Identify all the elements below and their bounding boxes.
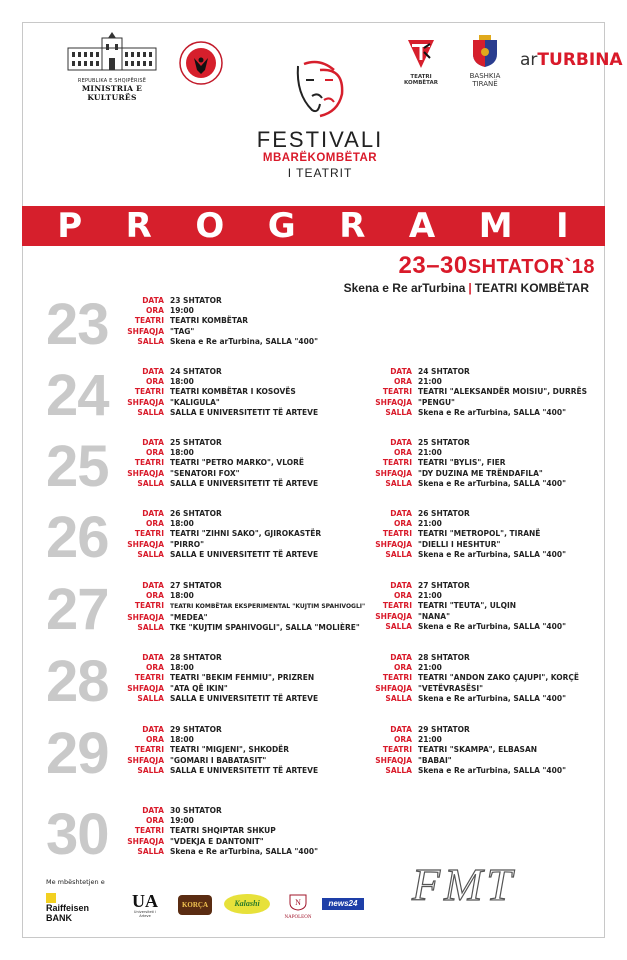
banner-letter: G (267, 206, 297, 246)
event-value-ora: 18:00 (170, 663, 194, 673)
event-value-teatri: TEATRI "METROPOL", TIRANË (418, 529, 541, 539)
event-row-data (120, 806, 318, 816)
fmt-signature: FMT (412, 859, 516, 910)
event-value-data: 25 SHTATOR (418, 438, 470, 447)
venue-left: Skena e Re arTurbina (343, 281, 466, 295)
day-number: 27 (46, 577, 109, 642)
event-value-ora: 18:00 (170, 735, 194, 745)
event-row-data (368, 438, 566, 448)
event-value-shfaqja: "KALIGULA" (170, 397, 220, 407)
event-label-ora: ORA (146, 591, 164, 601)
event-value-shfaqja: "SENATORI FOX" (170, 468, 240, 478)
arturbina-main: TURBINA (537, 50, 623, 70)
event-label-salla: SALLA (385, 549, 412, 559)
arturbina-prefix: ar (520, 50, 538, 70)
event-label-ora: ORA (394, 735, 412, 745)
event-row-teatri (120, 601, 365, 612)
banner-letter: O (195, 206, 226, 246)
arturbina-logo (520, 50, 623, 70)
event-label-teatri: TEATRI (134, 601, 164, 611)
event-value-data: 29 SHTATOR (418, 725, 470, 734)
event-value-ora: 21:00 (418, 377, 442, 387)
event-row-ora (368, 448, 566, 458)
event-row-ora (368, 519, 566, 529)
event-row-teatri (120, 673, 318, 683)
event-label-salla: SALLA (137, 846, 164, 856)
event-right (368, 725, 566, 776)
event-row-shfaqja (368, 684, 579, 694)
seal-eagle-icon (178, 40, 224, 86)
ministry-line2: MINISTRIA E KULTURËS (81, 84, 143, 102)
event-value-teatri: TEATRI "PETRO MARKO", VLORË (170, 458, 305, 468)
event-row-salla (368, 550, 566, 560)
event-row-shfaqja (120, 469, 318, 479)
tk-label: TEATRI KOMBËTAR (404, 74, 438, 86)
teatri-kombetar-logo (398, 38, 444, 86)
event-value-teatri: TEATRI "SKAMPA", ELBASAN (418, 745, 538, 755)
event-label-data: DATA (142, 367, 164, 376)
bashkia-tirane-logo (465, 34, 505, 88)
event-label-data: DATA (390, 509, 412, 518)
event-value-teatri: TEATRI "TEUTA", ULQIN (418, 601, 517, 611)
event-left (120, 806, 318, 857)
event-value-salla: SALLA E UNIVERSITETIT TË ARTEVE (170, 407, 319, 417)
dates-month: SHTATOR (467, 256, 565, 278)
event-label-salla: SALLA (137, 407, 164, 417)
event-label-ora: ORA (394, 591, 412, 601)
event-row-data (368, 509, 566, 519)
event-row-teatri (120, 316, 318, 326)
event-label-ora: ORA (146, 377, 164, 387)
event-right (368, 581, 566, 632)
event-value-data: 30 SHTATOR (170, 806, 222, 815)
event-label-ora: ORA (394, 663, 412, 673)
event-label-teatri: TEATRI (134, 458, 164, 468)
event-row-teatri (368, 601, 566, 611)
programi-banner (22, 206, 605, 246)
event-label-shfaqja: SHFAQJA (127, 755, 164, 765)
anniversary-seal (178, 40, 224, 86)
event-label-teatri: TEATRI (382, 745, 412, 755)
event-row-data (120, 438, 318, 448)
raiffeisen-icon (46, 893, 56, 903)
event-label-shfaqja: SHFAQJA (375, 611, 412, 621)
event-label-data: DATA (390, 653, 412, 662)
event-row-shfaqja (120, 837, 318, 847)
event-value-ora: 19:00 (170, 306, 194, 316)
event-row-shfaqja (120, 756, 318, 766)
event-value-teatri: TEATRI "ANDON ZAKO ÇAJUPI", KORÇË (418, 673, 580, 683)
event-row-ora (368, 663, 579, 673)
event-label-shfaqja: SHFAQJA (127, 397, 164, 407)
event-value-data: 26 SHTATOR (418, 509, 470, 518)
event-row-data (368, 653, 579, 663)
event-row-salla (120, 408, 318, 418)
festival-line1: FESTIVALI (256, 127, 384, 152)
event-left (120, 725, 318, 776)
event-value-shfaqja: "VETËVRASËSI" (418, 683, 484, 693)
event-label-salla: SALLA (137, 478, 164, 488)
napoleon-label: NAPOLEON (284, 915, 312, 920)
event-value-ora: 21:00 (418, 591, 442, 601)
event-value-shfaqja: "PIRRO" (170, 539, 205, 549)
banner-letter: A (408, 206, 437, 246)
news24-logo: news24 (322, 898, 364, 910)
event-label-teatri: TEATRI (134, 673, 164, 683)
event-label-shfaqja: SHFAQJA (127, 468, 164, 478)
event-value-salla: Skena e Re arTurbina, SALLA "400" (418, 549, 566, 559)
event-value-shfaqja: "ATA QË IKIN" (170, 683, 228, 693)
event-value-salla: SALLA E UNIVERSITETIT TË ARTEVE (170, 478, 319, 488)
event-value-shfaqja: "BABAI" (418, 755, 452, 765)
day-number: 24 (46, 363, 109, 428)
event-label-ora: ORA (146, 519, 164, 529)
event-label-teatri: TEATRI (134, 387, 164, 397)
event-label-data: DATA (390, 725, 412, 734)
event-left (120, 438, 318, 489)
event-value-data: 29 SHTATOR (170, 725, 222, 734)
event-value-teatri: TEATRI "ZIHNI SAKO", GJIROKASTËR (170, 529, 322, 539)
event-value-ora: 21:00 (418, 735, 442, 745)
event-label-salla: SALLA (137, 336, 164, 346)
event-value-data: 26 SHTATOR (170, 509, 222, 518)
napoleon-crest-icon (288, 893, 308, 911)
event-label-salla: SALLA (385, 693, 412, 703)
event-value-teatri: TEATRI KOMBËTAR EKSPERIMENTAL "KUJTIM SPAHIVOGLI" (170, 603, 366, 611)
event-value-shfaqja: "VDEKJA E DANTONIT" (170, 836, 264, 846)
event-value-data: 28 SHTATOR (170, 653, 222, 662)
kalashi-logo: Kalashi (224, 894, 270, 914)
event-value-ora: 18:00 (170, 519, 194, 529)
event-row-ora (120, 448, 318, 458)
event-label-shfaqja: SHFAQJA (375, 683, 412, 693)
event-row-salla (120, 694, 318, 704)
event-row-salla (120, 550, 321, 560)
event-value-salla: Skena e Re arTurbina, SALLA "400" (170, 846, 318, 856)
event-value-shfaqja: "MEDEA" (170, 612, 208, 622)
event-value-data: 25 SHTATOR (170, 438, 222, 447)
day-number: 28 (46, 649, 109, 714)
event-value-shfaqja: "TAG" (170, 326, 195, 336)
event-left (120, 296, 318, 347)
event-row-teatri (120, 458, 318, 468)
event-row-ora (368, 591, 566, 601)
event-row-shfaqja (368, 398, 587, 408)
bashkia-line2: TIRANË (472, 80, 498, 88)
festival-logo (250, 60, 390, 181)
event-label-data: DATA (142, 509, 164, 518)
event-label-salla: SALLA (137, 622, 164, 632)
event-label-shfaqja: SHFAQJA (375, 539, 412, 549)
event-row-teatri (120, 387, 318, 397)
event-row-shfaqja (368, 540, 566, 550)
event-label-teatri: TEATRI (382, 529, 412, 539)
event-label-ora: ORA (146, 663, 164, 673)
sponsors-label: Me mbështetjen e (46, 878, 105, 886)
festival-line3: I TEATRIT (287, 166, 353, 180)
day-number: 29 (46, 721, 109, 786)
dates-range: 23–30 (398, 252, 468, 279)
event-row-ora (120, 306, 318, 316)
banner-letter: R (125, 206, 153, 246)
event-label-teatri: TEATRI (134, 826, 164, 836)
event-row-ora (120, 591, 365, 601)
event-value-ora: 21:00 (418, 663, 442, 673)
ua-logo (130, 892, 160, 918)
festival-line2: MBARËKOMBËTAR (262, 152, 378, 164)
event-value-ora: 21:00 (418, 519, 442, 529)
event-value-teatri: TEATRI KOMBËTAR (170, 316, 249, 326)
event-row-teatri (120, 745, 318, 755)
event-label-teatri: TEATRI (134, 745, 164, 755)
event-row-ora (120, 735, 318, 745)
event-row-data (120, 367, 318, 377)
event-label-data: DATA (390, 367, 412, 376)
event-value-salla: Skena e Re arTurbina, SALLA "400" (418, 478, 566, 488)
event-label-data: DATA (142, 581, 164, 590)
banner-letter: P (57, 206, 84, 246)
event-row-teatri (368, 387, 587, 397)
event-label-shfaqja: SHFAQJA (127, 612, 164, 622)
theatre-mask-icon (290, 60, 350, 122)
event-row-teatri (120, 826, 318, 836)
day-number: 26 (46, 505, 109, 570)
event-label-ora: ORA (394, 519, 412, 529)
korcha-logo: KORÇA (178, 895, 212, 915)
event-value-ora: 18:00 (170, 591, 194, 601)
event-value-teatri: TEATRI "BYLIS", FIER (418, 458, 506, 468)
event-label-salla: SALLA (137, 765, 164, 775)
event-right (368, 438, 566, 489)
event-row-shfaqja (120, 327, 318, 337)
event-value-teatri: TEATRI "BEKIM FEHMIU", PRIZREN (170, 673, 315, 683)
event-label-teatri: TEATRI (134, 316, 164, 326)
day-number: 23 (46, 292, 109, 357)
event-row-shfaqja (120, 613, 365, 623)
event-label-teatri: TEATRI (382, 673, 412, 683)
event-right (368, 653, 579, 704)
event-left (120, 581, 365, 633)
event-label-data: DATA (142, 296, 164, 305)
event-row-shfaqja (120, 398, 318, 408)
event-value-salla: Skena e Re arTurbina, SALLA "400" (418, 693, 566, 703)
event-value-shfaqja: "DIELLI I HESHTUR" (418, 539, 501, 549)
event-label-teatri: TEATRI (134, 529, 164, 539)
event-label-shfaqja: SHFAQJA (127, 836, 164, 846)
event-row-salla (368, 766, 566, 776)
event-row-shfaqja (120, 684, 318, 694)
festival-dates (399, 252, 596, 280)
day-number: 25 (46, 434, 109, 499)
event-label-ora: ORA (146, 448, 164, 458)
event-row-shfaqja (368, 469, 566, 479)
event-value-ora: 18:00 (170, 448, 194, 458)
event-row-salla (368, 694, 579, 704)
event-row-teatri (368, 745, 566, 755)
event-right (368, 367, 587, 418)
event-value-salla: Skena e Re arTurbina, SALLA "400" (418, 407, 566, 417)
event-row-data (120, 725, 318, 735)
banner-letter: M (478, 206, 514, 246)
event-row-ora (120, 377, 318, 387)
festival-venue (344, 281, 589, 295)
event-label-shfaqja: SHFAQJA (127, 326, 164, 336)
event-value-ora: 21:00 (418, 448, 442, 458)
event-value-teatri: TEATRI "MIGJENI", SHKODËR (170, 745, 290, 755)
event-label-salla: SALLA (385, 765, 412, 775)
event-row-salla (120, 766, 318, 776)
event-value-salla: Skena e Re arTurbina, SALLA "400" (418, 621, 566, 631)
event-value-teatri: TEATRI SHQIPTAR SHKUP (170, 826, 276, 836)
event-label-teatri: TEATRI (382, 387, 412, 397)
event-label-data: DATA (390, 438, 412, 447)
event-label-ora: ORA (146, 306, 164, 316)
city-crest-icon (470, 34, 500, 68)
event-row-data (120, 653, 318, 663)
ministry-building-icon (66, 30, 158, 72)
event-label-shfaqja: SHFAQJA (375, 755, 412, 765)
event-label-shfaqja: SHFAQJA (127, 539, 164, 549)
event-label-shfaqja: SHFAQJA (375, 397, 412, 407)
event-label-data: DATA (390, 581, 412, 590)
event-label-salla: SALLA (385, 478, 412, 488)
day-number: 30 (46, 802, 109, 867)
event-row-teatri (368, 529, 566, 539)
event-row-ora (368, 735, 566, 745)
event-value-data: 23 SHTATOR (170, 296, 222, 305)
event-row-salla (368, 622, 566, 632)
event-label-salla: SALLA (137, 693, 164, 703)
event-label-ora: ORA (146, 816, 164, 826)
event-row-ora (368, 377, 587, 387)
event-value-data: 27 SHTATOR (170, 581, 222, 590)
event-value-teatri: TEATRI KOMBËTAR I KOSOVËS (170, 387, 296, 397)
event-label-data: DATA (142, 725, 164, 734)
event-label-ora: ORA (146, 735, 164, 745)
ua-mark: UA (132, 891, 158, 911)
event-row-ora (120, 663, 318, 673)
raiffeisen-line2: BANK (46, 912, 72, 923)
event-label-data: DATA (142, 653, 164, 662)
event-label-teatri: TEATRI (382, 458, 412, 468)
raiffeisen-line1: Raiffeisen (46, 902, 90, 913)
event-value-teatri: TEATRI "ALEKSANDËR MOISIU", DURRËS (418, 387, 588, 397)
event-label-salla: SALLA (385, 407, 412, 417)
event-label-ora: ORA (394, 377, 412, 387)
event-row-data (368, 581, 566, 591)
venue-separator: | (468, 281, 472, 295)
event-value-shfaqja: "GOMARI I BABATASIT" (170, 755, 267, 765)
event-value-salla: SALLA E UNIVERSITETIT TË ARTEVE (170, 549, 319, 559)
event-value-salla: SALLA E UNIVERSITETIT TË ARTEVE (170, 765, 319, 775)
event-left (120, 653, 318, 704)
event-right (368, 509, 566, 560)
event-row-teatri (368, 673, 579, 683)
event-value-ora: 18:00 (170, 377, 194, 387)
event-value-salla: SALLA E UNIVERSITETIT TË ARTEVE (170, 693, 319, 703)
event-label-teatri: TEATRI (382, 601, 412, 611)
ministry-logo (62, 30, 162, 102)
event-row-data (368, 367, 587, 377)
event-value-salla: Skena e Re arTurbina, SALLA "400" (418, 765, 566, 775)
svg-text:N: N (295, 898, 301, 907)
event-row-salla (120, 337, 318, 347)
event-label-salla: SALLA (385, 621, 412, 631)
event-value-data: 24 SHTATOR (418, 367, 470, 376)
raiffeisen-logo (46, 892, 98, 923)
banner-letter: R (339, 206, 367, 246)
event-value-shfaqja: "PENGU" (418, 397, 455, 407)
event-value-data: 28 SHTATOR (418, 653, 470, 662)
banner-letter: I (556, 206, 570, 246)
tk-mark-icon (398, 38, 444, 70)
event-value-salla: TKE "KUJTIM SPAHIVOGLI", SALLA "MOLIÈRE" (170, 622, 360, 632)
ministry-line1: REPUBLIKA E SHQIPËRISË (77, 78, 147, 84)
event-value-ora: 19:00 (170, 816, 194, 826)
event-value-shfaqja: "DY DUZINA ME TRËNDAFILA" (418, 468, 543, 478)
event-row-shfaqja (368, 756, 566, 766)
event-row-salla (368, 408, 587, 418)
event-value-data: 24 SHTATOR (170, 367, 222, 376)
event-label-shfaqja: SHFAQJA (127, 683, 164, 693)
event-row-teatri (368, 458, 566, 468)
event-label-ora: ORA (394, 448, 412, 458)
event-row-ora (120, 816, 318, 826)
event-value-shfaqja: "NANA" (418, 611, 450, 621)
event-left (120, 367, 318, 418)
event-value-data: 27 SHTATOR (418, 581, 470, 590)
event-row-data (120, 581, 365, 591)
event-label-data: DATA (142, 438, 164, 447)
event-value-salla: Skena e Re arTurbina, SALLA "400" (170, 336, 318, 346)
event-row-shfaqja (368, 612, 566, 622)
event-left (120, 509, 321, 560)
event-row-shfaqja (120, 540, 321, 550)
event-row-salla (120, 847, 318, 857)
event-row-salla (120, 479, 318, 489)
bashkia-line1: BASHKIA (469, 72, 501, 80)
event-row-data (120, 509, 321, 519)
napoleon-logo (282, 893, 314, 920)
event-row-data (368, 725, 566, 735)
ua-caption: Universiteti i Arteve (133, 910, 157, 918)
event-label-data: DATA (142, 806, 164, 815)
event-row-teatri (120, 529, 321, 539)
venue-right: TEATRI KOMBËTAR (474, 281, 589, 295)
event-label-salla: SALLA (137, 549, 164, 559)
event-row-ora (120, 519, 321, 529)
event-row-salla (368, 479, 566, 489)
event-label-shfaqja: SHFAQJA (375, 468, 412, 478)
event-row-data (120, 296, 318, 306)
dates-year: `18 (564, 256, 595, 278)
event-row-salla (120, 623, 365, 633)
